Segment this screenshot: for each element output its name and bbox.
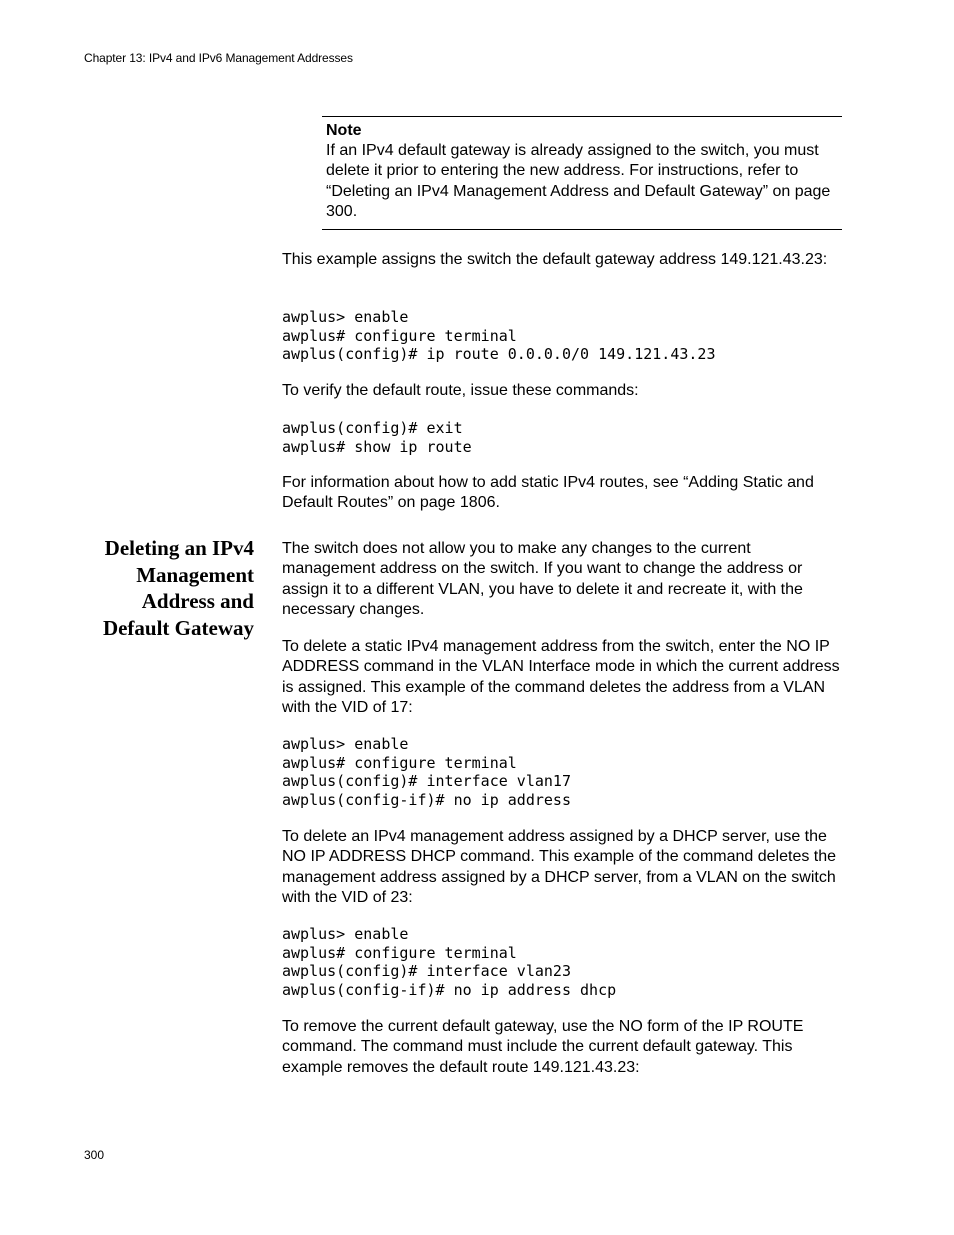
code-line: awplus# configure terminal xyxy=(282,326,517,345)
code-block-verify xyxy=(282,419,472,456)
verify-route-text: To verify the default route, issue these commands: xyxy=(282,382,639,399)
running-header: Chapter 13: IPv4 and IPv6 Management Addresses xyxy=(84,51,353,65)
section-heading-line: Default Gateway xyxy=(102,615,254,640)
code-line: awplus> enable xyxy=(282,735,409,753)
note-title: Note xyxy=(326,122,362,139)
static-routes-reference: For information about how to add static IPv4 routes, see “Adding Static and Default Routes” on page 1806. xyxy=(282,474,814,512)
section-heading-line: Management xyxy=(136,562,254,587)
code-line: awplus(config-if)# no ip address dhcp xyxy=(282,980,617,999)
note-body: If an IPv4 default gateway is already assigned to the switch, you must delete it prior to entering the new address. For instructions, refer to “Deleting an IPv4 Management Address and Default Gateway” on page 300. xyxy=(326,142,831,220)
code-block-delete-dhcp xyxy=(282,925,616,999)
section-heading-line: Deleting an IPv4 xyxy=(104,536,254,560)
section-heading-line: Address and xyxy=(141,589,254,613)
gateway-example-intro: This example assigns the switch the default gateway address 149.121.43.23: xyxy=(282,251,828,268)
code-line: awplus(config)# interface vlan17 xyxy=(282,772,571,790)
note-box xyxy=(322,116,842,230)
section-heading xyxy=(60,535,254,641)
code-block-gateway xyxy=(282,308,715,364)
remove-gateway-text: To remove the current default gateway, use the NO form of the IP ROUTE command. The command must include the current default gateway. This example removes the default route 149.121.43.23: xyxy=(282,1018,804,1076)
code-line: awplus> enable xyxy=(282,925,409,943)
delete-dhcp-text: To delete an IPv4 management address assigned by a DHCP server, use the NO IP ADDRESS DHCP command. This example of the command deletes the management address assigned by a DHCP server, from a VLAN on the switch with the VID of 23: xyxy=(282,828,837,906)
code-line: awplus(config)# ip route 0.0.0.0/0 149.121.43.23 xyxy=(282,345,716,363)
code-line: awplus> enable xyxy=(282,308,409,326)
section-intro-text: The switch does not allow you to make any changes to the current management address on the switch. If you want to change the address or assign it to a different VLAN, you have to delete it and recreate it, with the necessary changes. xyxy=(282,540,803,618)
code-line: awplus(config)# exit xyxy=(282,419,463,437)
delete-static-text: To delete a static IPv4 management address from the switch, enter the NO IP ADDRESS command in the VLAN Interface mode in which the current address is assigned. This example of the command deletes the address from a VLAN with the VID of 17: xyxy=(282,638,840,716)
code-line: awplus(config)# interface vlan23 xyxy=(282,962,571,980)
code-line: awplus# show ip route xyxy=(282,437,472,456)
code-line: awplus# configure terminal xyxy=(282,943,517,962)
code-block-delete-static xyxy=(282,735,571,809)
code-line: awplus# configure terminal xyxy=(282,753,517,772)
code-line: awplus(config-if)# no ip address xyxy=(282,790,571,809)
page-number: 300 xyxy=(84,1148,105,1162)
